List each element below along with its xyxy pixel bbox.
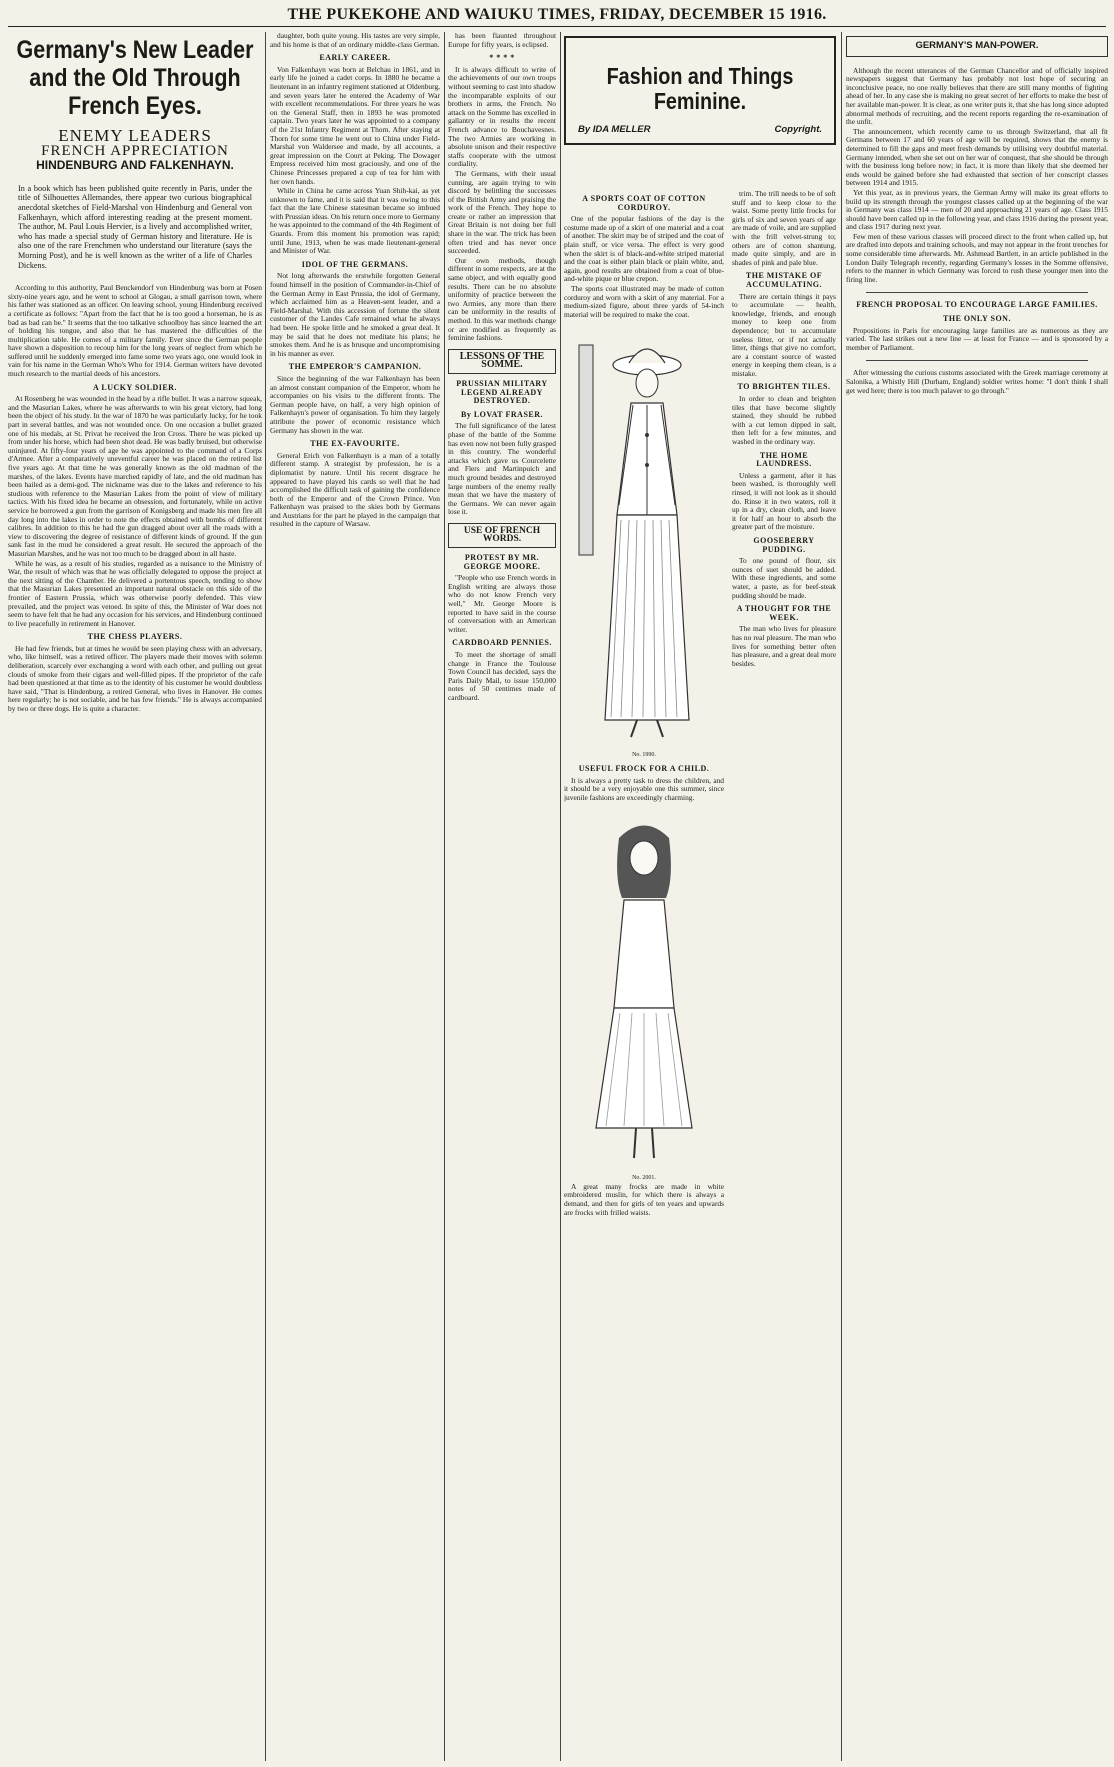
byline: By LOVAT FRASER. — [460, 409, 544, 419]
paragraph: Yet this year, as in previous years, the German Army will make its great efforts to build up its strength through the youngest classes called up at the beginning of the war in Germany was class 1914 — men of 20 and approaching 21 years of age. Class 1915 should have been called up in the following year, and class 1916 during the present year, and class 1917 during next year. — [846, 187, 1108, 232]
fashion-title: Fashion and Things Feminine. — [606, 63, 794, 114]
section-heading: USEFUL FROCK FOR A CHILD. — [578, 763, 710, 773]
boxed-heading: LESSONS OF THE SOMME. — [448, 349, 556, 374]
paragraph: Few men of these various classes will proceed direct to the front when called up, but are drafted into depots and training schools, and may not appear in the front trenches for some considerable time afterwards. Mr. Ashmead Bartlett, in an article published in the London Daily Telegraph recently, regarding Germany's losses in the Somme offensive, refers to the manner in which Germany was forced to rush these younger men into the firing line. — [846, 231, 1108, 284]
section-heading: A LUCKY SOLDIER. — [93, 382, 177, 392]
paragraph: While in China he came across Yuan Shih-kai, as yet unknown to fame, and it is said that it was owing to this fact that the late Chinese statesman became so imbued with Prussian ideas. On his return once more to Germany he was appointed to the command of the 4th Regiment of Guards. From this moment his promotion was rapid; until June, 1913, when he was made lieutenant-general and Minister of War. — [270, 186, 440, 256]
section-heading: THE ONLY SON. — [943, 314, 1011, 324]
paragraph: Although the recent utterances of the German Chancellor and of officially inspired newspapers suggest that Germany has probably not lost hope of securing an inconclusive peace, no one really believes that there are still many months of fighting ahead of her. In any case she is making no great secret of her efforts to make the best of her available man-power. It is clear, as one writer puts it, that she has long since adopted abnormal methods of recruiting, and the recent reports regarding the re-examination of the unfit. — [846, 65, 1108, 127]
paragraph: Von Falkenhayn was born at Belchau in 1861, and in early life he joined a cadet corps. In 1880 he became a lieutenant in an infantry regiment stationed at Oldenburg, and seven years later he entered the Academy of War with excellent recommendations. For three years he was on the General Staff, then in 1893 he was promoted captain. Two years later he was appointed to a company of the 21st Infantry Regiment at Thorn. After staying at Thorn for some time he went out to China under Field-Marshal von Waldersee and made, by all accounts, a great impression on the Court at Peking. The Dowager Empress received him most graciously, and one of the Chinese Princesses prepared a cup of tea for him with her own hands. — [270, 64, 440, 186]
section-heading: THE MISTAKE OF ACCUMULATING. — [745, 271, 823, 289]
column-rule — [841, 32, 842, 1761]
article-germany-new-leader — [8, 32, 262, 1761]
masthead: THE PUKEKOHE AND WAIUKU TIMES, FRIDAY, DECEMBER 15 1916. — [8, 4, 1106, 27]
article-man-power — [846, 32, 1108, 1761]
section-heading: PROTEST BY MR. GEORGE MOORE. — [463, 553, 541, 571]
section-heading: A THOUGHT FOR THE WEEK. — [736, 604, 832, 622]
section-heading: CARDBOARD PENNIES. — [452, 638, 552, 648]
section-heading: THE CHESS PLAYERS. — [87, 632, 183, 642]
paragraph: There are certain things it pays to accumulate — health, knowledge, friends, and enough money to keep one from dependence; but to accumulate useless litter, or if not actually litter, things that give no comfort, are a constant source of wasted energy in keeping them clean, is a mistake. — [732, 291, 836, 378]
paragraph: The announcement, which recently came to us through Switzerland, that all fit Germans between 17 and 60 years of age will be required, shows that the enemy is determined to fill the gaps and meet fresh demands by utilising very doubtful material. Germany intended, when she set out on her war of conquest, that she should be through with the business long before now; in fact, it is more than likely that she deemed her ends would be gained before she had exhausted that section of her conscript classes between 1914 and 1915. — [846, 126, 1108, 188]
column-rule — [444, 32, 445, 1761]
paragraph: The Germans, with their usual cunning, are again trying to win discord by belittling the successes of the British Army and praising the work of the French. They hope to create or rather an impression that Great Britain is not doing her full share in the war. The trick has been often tried and has never once succeeded. — [448, 168, 556, 256]
divider — [866, 360, 1088, 361]
section-heading: TO BRIGHTEN TILES. — [737, 382, 831, 392]
intro-paragraph: In a book which has been published quite recently in Paris, under the title of Silhouettes Allemandes, there appear two curious biographical anecdotal sketches of Field-Marshal von Hindenburg and General von Falkenhayn, which afford interesting reading at the present moment. The author, M. Paul Louis Hervier, is a lively and accomplished writer, who has made a special study of German history and literature. He is also one of the rare Frenchmen who understand our literature (says the Morning Post), and he is well known as the writer of a life of Charles Dickens. — [18, 183, 252, 270]
child-frock-illustration — [574, 808, 714, 1168]
paragraph: "People who use French words in English writing are always those who do not know French very well," Mr. George Moore is reported to have said in the course of conversation with an American writer. — [448, 573, 556, 634]
article-headline: GERMANY'S MAN-POWER. — [846, 36, 1108, 57]
boxed-heading: USE OF FRENCH WORDS. — [448, 523, 556, 548]
figure-caption: No. 2001. — [632, 1175, 656, 1182]
sports-coat-illustration — [569, 325, 719, 745]
paragraph: Unless a garment, after it has been washed, is thoroughly well rinsed, it will not look as it should do. Rinse it in two waters, roll it up in a dry, clean cloth, and leave it for half an hour to absorb the greater part of the moisture. — [732, 470, 836, 532]
paragraph: It is always a pretty task to dress the children, and it should be a very enjoyable one this summer, since juvenile fashions are exceedingly charming. — [564, 775, 724, 802]
fashion-column-left — [564, 190, 724, 1761]
fashion-column-right — [732, 190, 836, 1761]
article-falkenhayn — [270, 32, 440, 1761]
section-heading: A SPORTS COAT OF COTTON CORDUROY. — [582, 194, 706, 212]
paragraph: One of the popular fashions of the day is the costume made up of a skirt of one material and a coat of another. The skirt may be of striped and the coat of plain stuff, or vice versa. The effect is very good when the skirt is of black-and-white striped material and the coat is either plain black or plain white, and, again, good results are obtained from a coat of blue-and-white pique or blue crepon. — [564, 214, 724, 284]
section-heading: THE EMPEROR'S CAMPANION. — [288, 362, 422, 372]
column-rule — [265, 32, 266, 1761]
fashion-header-box — [564, 36, 836, 145]
paragraph: To one pound of flour, six ounces of suet should be added. With these ingredients, and some water, a paste, as for beef-steak pudding should be made. — [732, 556, 836, 600]
section-heading: PRUSSIAN MILITARY LEGEND ALREADY DESTROYED. — [456, 378, 548, 406]
paragraph: At Rosenberg he was wounded in the head by a rifle bullet. It was a narrow squeak, and the Masurian Lakes, where he was afterwards to win his great victory, had long been the object of his study. In the war of 1870 he was particularly lucky, for he took part in several battles, and was not wounded once. On one occasion a bullet grazed one of his medals, at St. Privat he received the Iron Cross. There he was picked up from under his horse, which had been shot dead. He was badly bruised, but otherwise uninjured. At fifty-four years of age he was appointed to the command of a Corps d'Armee. After a comparatively uneventful career he was placed on the retired list five years ago. At that time he was generally known as the old madman of the marshes, of the lakes. Events have marched rapidly of late, and the old madman has been hailed as a demi-god. The nickname was due to the lakes and reference to his studious with reference to the Masurian Lakes from the point of view of military tactics. With his fixed idea he became an obsession, and fortunately, while on active service he borrowed a gun from the garrison of Konigsberg and made his men fire all day long into the lakes in order to note the effects obtained with bombs of different calibres. In addition to this he had the gun dragged about over all the roads with a view to discovering the degree of resistance of different kinds of ground. If the gun sank fast in the mud he considered a great result. He secured the approach of the Masurian Marshes, and he was not too much to be dragged about in all haste. — [8, 394, 262, 558]
section-heading: THE HOME LAUNDRESS. — [756, 450, 812, 469]
section-heading: THE EX-FAVOURITE. — [310, 439, 400, 449]
column-rule — [560, 32, 561, 1761]
paragraph: Propositions in Paris for encouraging large families are as numerous as they are varied. The last strikes out a new line — at least for France — and is sponsored by a member of Parliament. — [846, 325, 1108, 352]
paragraph: Our own methods, though different in some respects, are at the same object, and with equally good results. There can be no absolute uniformity of practice between the two Armies, any more than there can be uniformity in the results of method. In this war methods change or are modified as frequently as feminine fashions. — [448, 255, 556, 343]
copyright-label: Copyright. — [774, 124, 822, 135]
paragraph: Since the beginning of the war Falkenhayn has been an almost constant companion of the Emperor, whom he accompanies on his visits to the different fronts. The German people have, on half, a very high opinion of Falkenhayn's power of organisation. To him they largely attribute the power of economic resistance which Germany has shown in the war. — [270, 373, 440, 435]
paragraph: In order to clean and brighten tiles that have become slightly stained, they should be rubbed with a cut lemon dipped in salt, then left for a few minutes, and washed in the ordinary way. — [732, 394, 836, 447]
section-heading: FRENCH PROPOSAL TO ENCOURAGE LARGE FAMILIES. — [856, 300, 1098, 310]
section-heading: GOOSEBERRY PUDDING. — [753, 535, 815, 554]
section-heading: EARLY CAREER. — [319, 53, 391, 63]
paragraph: Not long afterwards the erstwhile forgotten General found himself in the position of Commander-in-Chief of the German Army in East Prussia, the idol of Germany, which acclaimed him as a Heaven-sent leader, and a Field-Marshal. With this accession of fortune the silent customer of the Landes Cafe remained what he always had been. He spoke little and he smoked a great deal. It may be said that he does not meditate his plans; he smokes them. And he is as brusque and uncompromising in his manner as ever. — [270, 271, 440, 358]
paragraph: While he was, as a result of his studies, regarded as a nuisance to the Ministry of War, the result of which was that he was officially delegated to oppose the project at the next sitting of the Chamber. He delivered a portentous speech, tending to show that the Masurian Lakes presented an important natural obstacle on this side of the frontier of Eastern Prussia, which was otherwise poorly defended. This view prevailed, and the project was vetoed. In spite of this, the Minister of War does not seem to have felt that he had any occasion for his services, and Hindenburg continued to live peacefully in retirement in Hanover. — [8, 558, 262, 628]
paragraph: daughter, both quite young. His tastes are very simple, and his home is that of an ordinary middle-class German. — [270, 32, 440, 49]
paragraph: trim. The trill needs to be of soft stuff and to keep close to the waist. Some pretty little frocks for girls of six and seven years of age are made of voile, and are supplied with the frill velvet-strung to; others are of cotton shantung, made quite simply, and are in shades of pink and pale blue. — [732, 190, 836, 267]
woman-in-coat-figure — [569, 325, 719, 745]
section-heading: IDOL OF THE GERMANS. — [301, 259, 409, 269]
article-headline: Germany's New Leader and the Old Through French Eyes. — [16, 36, 254, 120]
paragraph: The man who lives for pleasure has no real pleasure. The man who lives for something better often has pleasure, and a great deal more besides. — [732, 624, 836, 668]
paragraph: A great many frocks are made in white embroidered muslin, for which there is always a demand, and then for girls of ten years and upwards are frocks with frilled waists. — [564, 1181, 724, 1217]
paragraph: General Erich von Falkenhayn is a man of a totally different stamp. A strategist by profession, he is a diplomatist by nature. Until his recent disgrace he appeared to have played his cards so well that he had accomplished the difficult task of gaining the confidence both of the Emperor and of the Crown Prince. Von Falkenhayn was praised to the skies both by Germans and Austrians for the part he played in the campaign that resulted in the capture of Warsaw. — [270, 450, 440, 529]
paragraph: According to this authority, Paul Benckendorf von Hindenburg was born at Posen sixty-nine years ago, and he went to school at Glogau, a small garrison town, where his father was stationed as an officer. On leaving school, young Hindenburg received a certificate as follows: "Apart from the fact that he is too good a horseman, he is as bad as bad can be." It seems that the too talkative schoolboy has since learned the art of holding his tongue, and also that he has mastered the difficulties of the multiplication table. He comes of a military family. Ever since the German people have shown a disposition to recoup him for the long years of neglect from which he suffered until he suddenly emerged into fame some two years ago, one would look in vain for his name in the German Who's Who for 1914. German writers have devoted much research to the martial deeds of his ancestors. — [8, 283, 262, 379]
paragraph: After witnessing the curious customs associated with the Greek marriage ceremony at Salonika, a Whistly Hill (Durham, England) soldier writes home: "I don't think I shall get wed here; there is too much palaver to go through." — [846, 368, 1108, 395]
divider — [866, 292, 1088, 293]
paragraph: The full significance of the latest phase of the battle of the Somme has even now not been fully grasped in this country. The wonderful attacks which gave us Courcelette and Flers and Martinpuich and much ground besides and destroyed large numbers of the enemy really mean that we have the mastery of the Germans. We can never again lose it. — [448, 421, 556, 517]
figure-caption: No. 1990. — [632, 752, 656, 759]
paragraph: To meet the shortage of small change in France the Toulouse Town Council has decided, says the Paris Daily Mail, to issue 150,000 notes of 50 centimes made of cardboard. — [448, 650, 556, 702]
paragraph: The sports coat illustrated may be made of cotton corduroy and worn with a skirt of any material. For a medium-sized figure, about three yards of 54-inch material will be required to make the coat. — [564, 283, 724, 319]
paragraph: It is always difficult to write of the achievements of our own troops without seeming to cast into shadow the incomparable exploits of our brothers in arms, the French. No attack on the Somme has excelled in gallantry or in results the recent French advance to Bouchavesnes. The two Armies are working in absolute unison and their respective staffs cooperate with the utmost cordiality. — [448, 64, 556, 169]
stars-divider: * * * * — [489, 53, 515, 63]
byline: By IDA MELLER — [578, 124, 651, 135]
girl-in-frock-figure — [574, 808, 714, 1168]
subheading: HINDENBURG AND FALKENHAYN. — [36, 158, 234, 173]
subheading: ENEMY LEADERS — [58, 126, 212, 145]
article-somme — [448, 32, 556, 1761]
paragraph: He had few friends, but at times he would be seen playing chess with an adversary, who, like himself, was a retired officer. The players made their moves with solemn deliberation, scarcely ever exchanging a word with each other, and pulling out great clouds of smoke from their cigars and well-filled pipes. If the proprietor of the cafe had been questioned at that time as to the identity of his customer he would doubtless have said, "That is Hindenburg, a retired General, who lives in Hanover. He comes here regularly; he is not sociable, and he has few friends." He is always accompanied by two or three dogs. He is quite a character. — [8, 643, 262, 714]
subheading: FRENCH APPRECIATION — [41, 142, 229, 159]
paragraph: has been flaunted throughout Europe for fifty years, is eclipsed. — [448, 32, 556, 49]
fashion-section — [564, 32, 836, 153]
